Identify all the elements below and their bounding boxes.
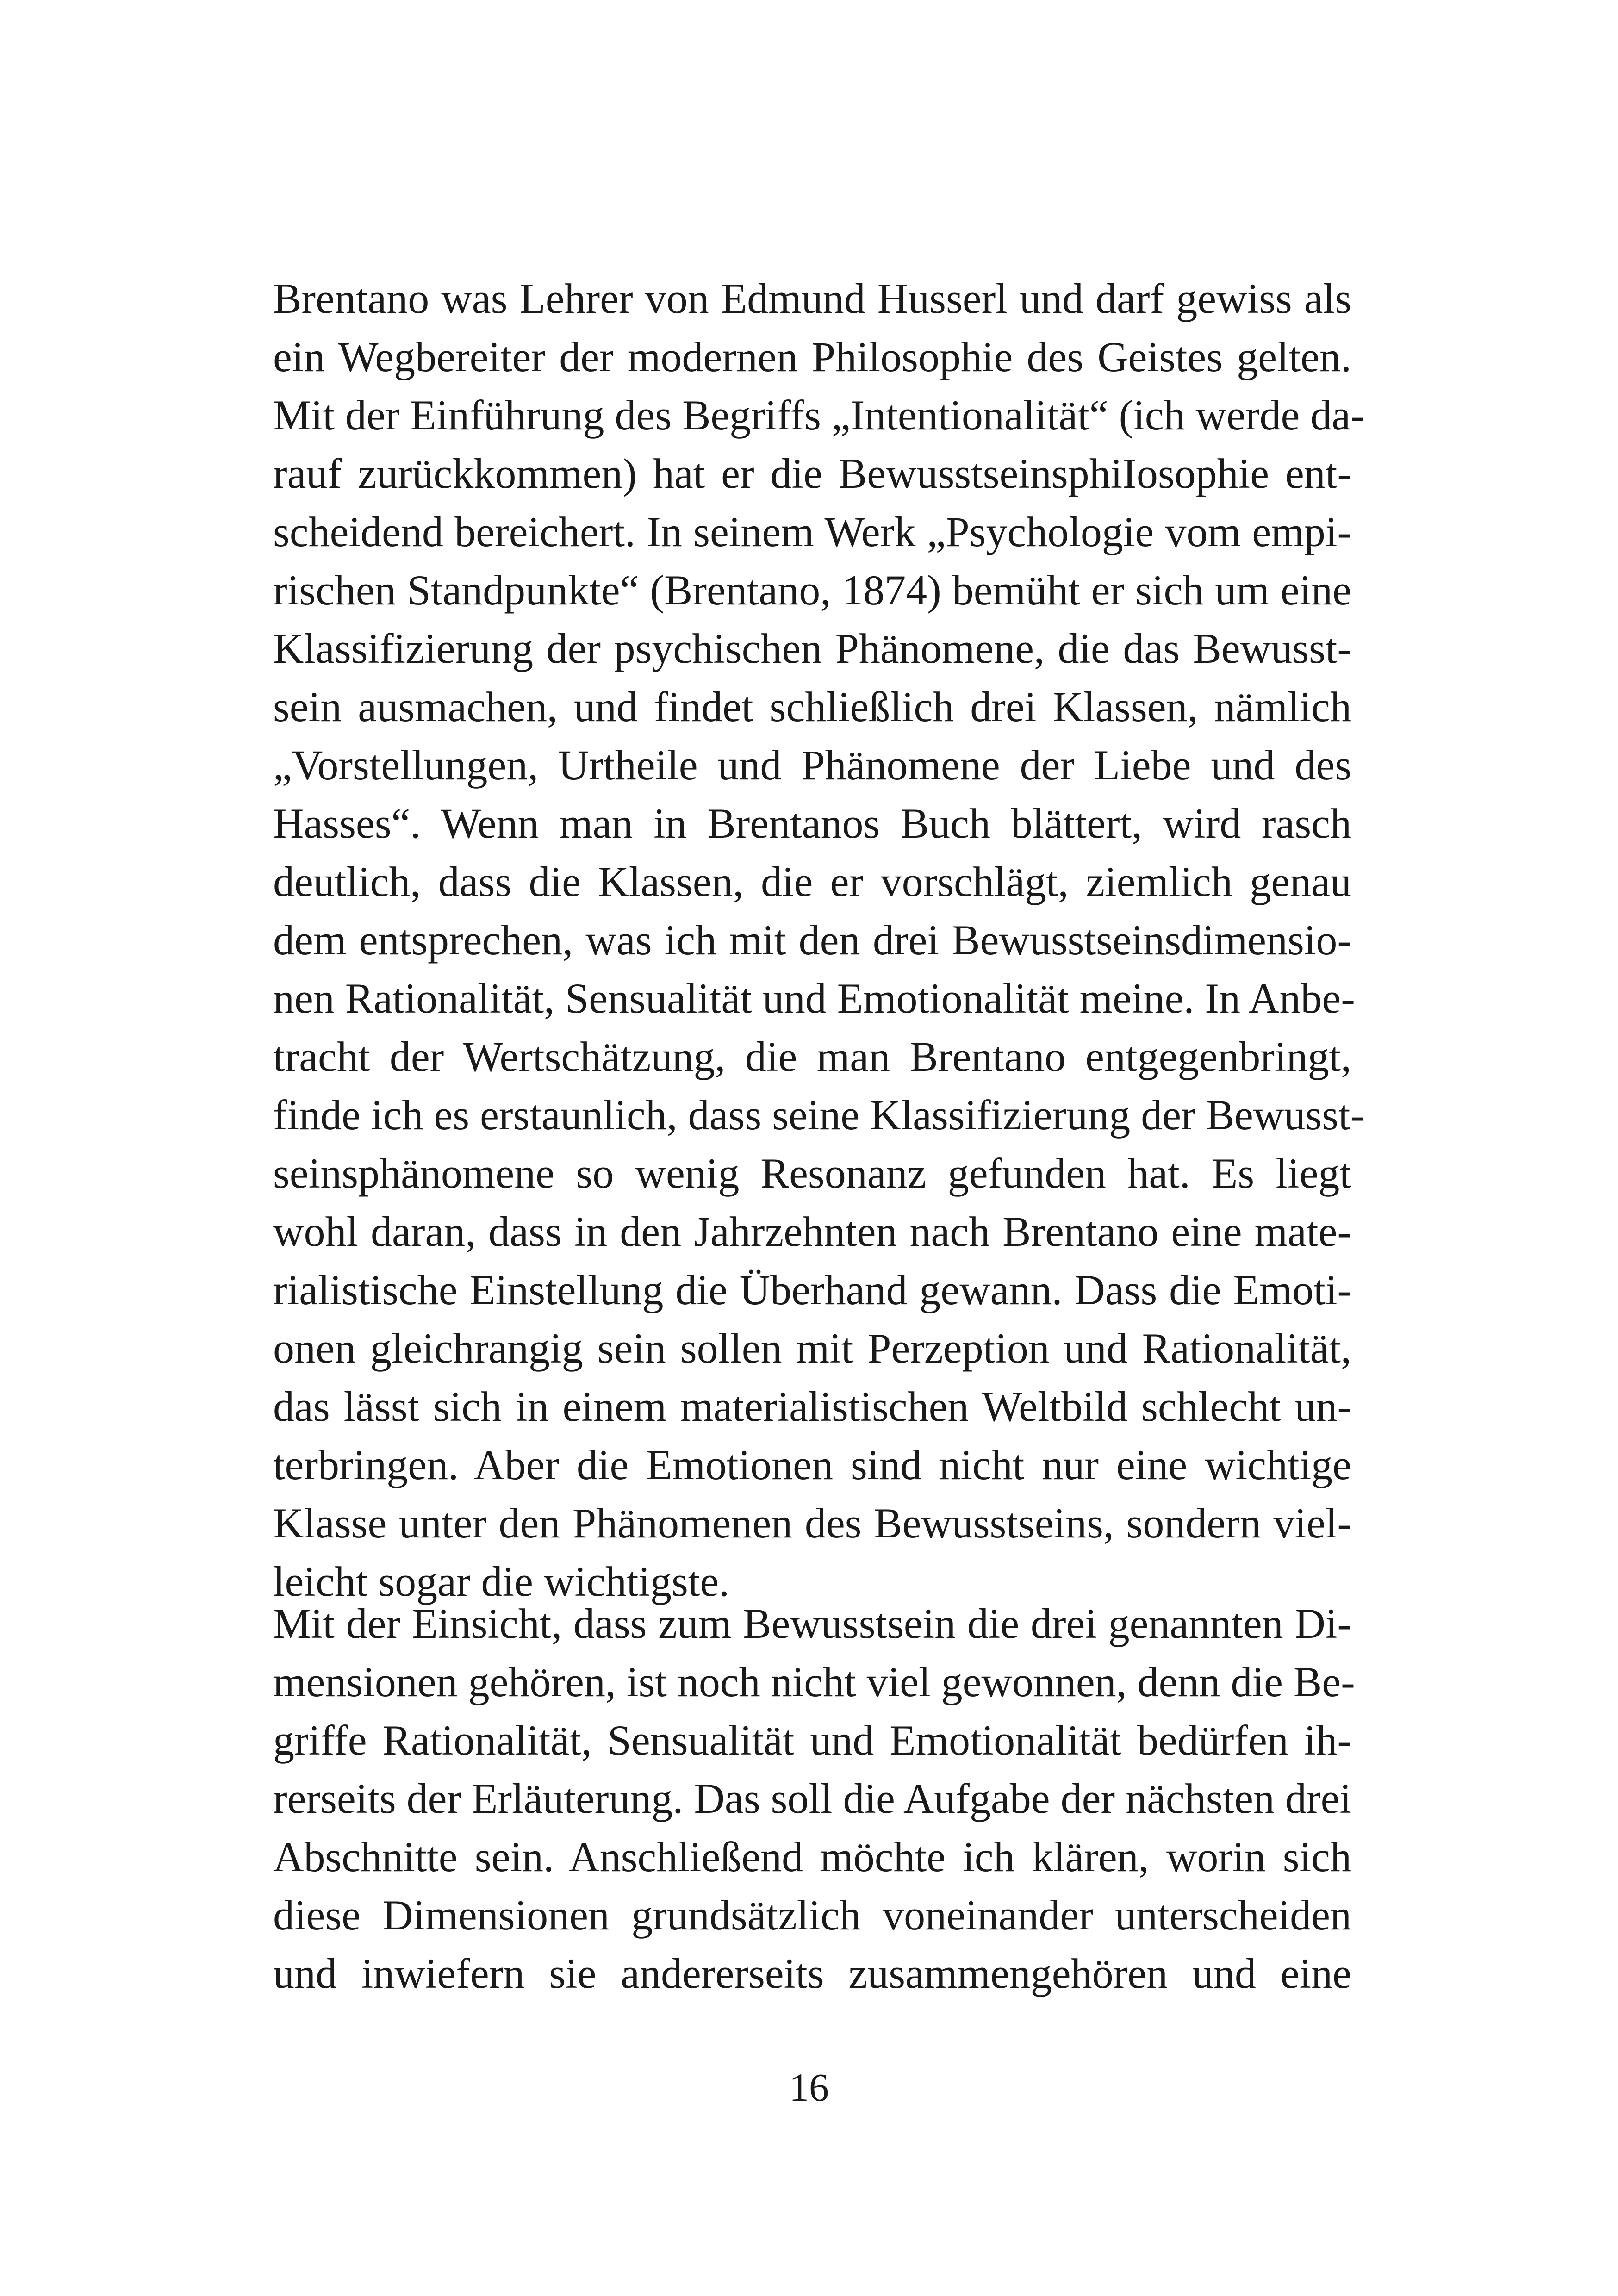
text-line: terbringen. Aber die Emotionen sind nicht nur eine wichtige: [273, 1441, 1351, 1488]
text-line: wohl daran, dass in den Jahrzehnten nach Brentano eine mate-: [273, 1208, 1351, 1255]
paragraph-2: [273, 1594, 1355, 2003]
text-line: dem entsprechen, was ich mit den drei Bewusstseinsdimensio-: [273, 916, 1351, 964]
text-line: deutlich, dass die Klassen, die er vorschlägt, ziemlich genau: [273, 858, 1351, 905]
text-line: rialistische Einstellung die Überhand gewann. Dass die Emoti-: [273, 1266, 1351, 1313]
text-line: rerseits der Erläuterung. Das soll die Aufgabe der nächsten drei: [273, 1775, 1351, 1822]
text-line: sein ausmachen, und findet schließlich drei Klassen, nämlich: [273, 683, 1351, 730]
text-line: scheidend bereichert. In seinem Werk „Psychologie vom empi-: [273, 508, 1351, 555]
text-line: nen Rationalität, Sensualität und Emotionalität meine. In Anbe-: [273, 975, 1355, 1022]
text-line: und inwiefern sie andererseits zusammengehören und eine: [273, 1950, 1351, 1997]
text-line: Abschnitte sein. Anschließend möchte ich klären, worin sich: [273, 1833, 1351, 1880]
text-line: Hasses“. Wenn man in Brentanos Buch blättert, wird rasch: [273, 800, 1351, 847]
text-line: leicht sogar die wichtigste.: [273, 1558, 730, 1605]
text-line: Brentano was Lehrer von Edmund Husserl und darf gewiss als: [273, 275, 1351, 322]
text-line: seinsphänomene so wenig Resonanz gefunden hat. Es liegt: [273, 1150, 1351, 1197]
text-line: ein Wegbereiter der modernen Philosophie des Geistes gelten.: [273, 333, 1351, 380]
text-line: Klassifizierung der psychischen Phänomene, die das Bewusst-: [273, 625, 1351, 672]
text-line: griffe Rationalität, Sensualität und Emotionalität bedürfen ih-: [273, 1717, 1351, 1764]
text-line: Mit der Einführung des Begriffs „Intentionalität“ (ich werde da-: [273, 392, 1365, 439]
text-line: rischen Standpunkte“ (Brentano, 1874) bemüht er sich um eine: [273, 566, 1351, 614]
text-line: das lässt sich in einem materialistischen Weltbild schlecht un-: [273, 1383, 1351, 1430]
paragraph-1: [273, 269, 1365, 1611]
text-line: onen gleichrangig sein sollen mit Perzeption und Rationalität,: [273, 1325, 1351, 1372]
text-line: Klasse unter den Phänomenen des Bewusstseins, sondern viel-: [273, 1500, 1351, 1547]
text-line: mensionen gehören, ist noch nicht viel gewonnen, denn die Be-: [273, 1658, 1355, 1705]
text-line: Mit der Einsicht, dass zum Bewusstsein die drei genannten Di-: [273, 1600, 1351, 1647]
text-line: tracht der Wertschätzung, die man Brentano entgegenbringt,: [273, 1033, 1351, 1080]
text-line: diese Dimensionen grundsätzlich voneinander unterscheiden: [273, 1892, 1351, 1939]
text-line: finde ich es erstaunlich, dass seine Klassifizierung der Bewusst-: [273, 1091, 1365, 1139]
page-number: 16: [789, 2065, 829, 2109]
text-line: „Vorstellungen, Urtheile und Phänomene der Liebe und des: [273, 741, 1351, 789]
text-line: rauf zurückkommen) hat er die BewusstseinsphiIosophie ent-: [273, 450, 1351, 497]
